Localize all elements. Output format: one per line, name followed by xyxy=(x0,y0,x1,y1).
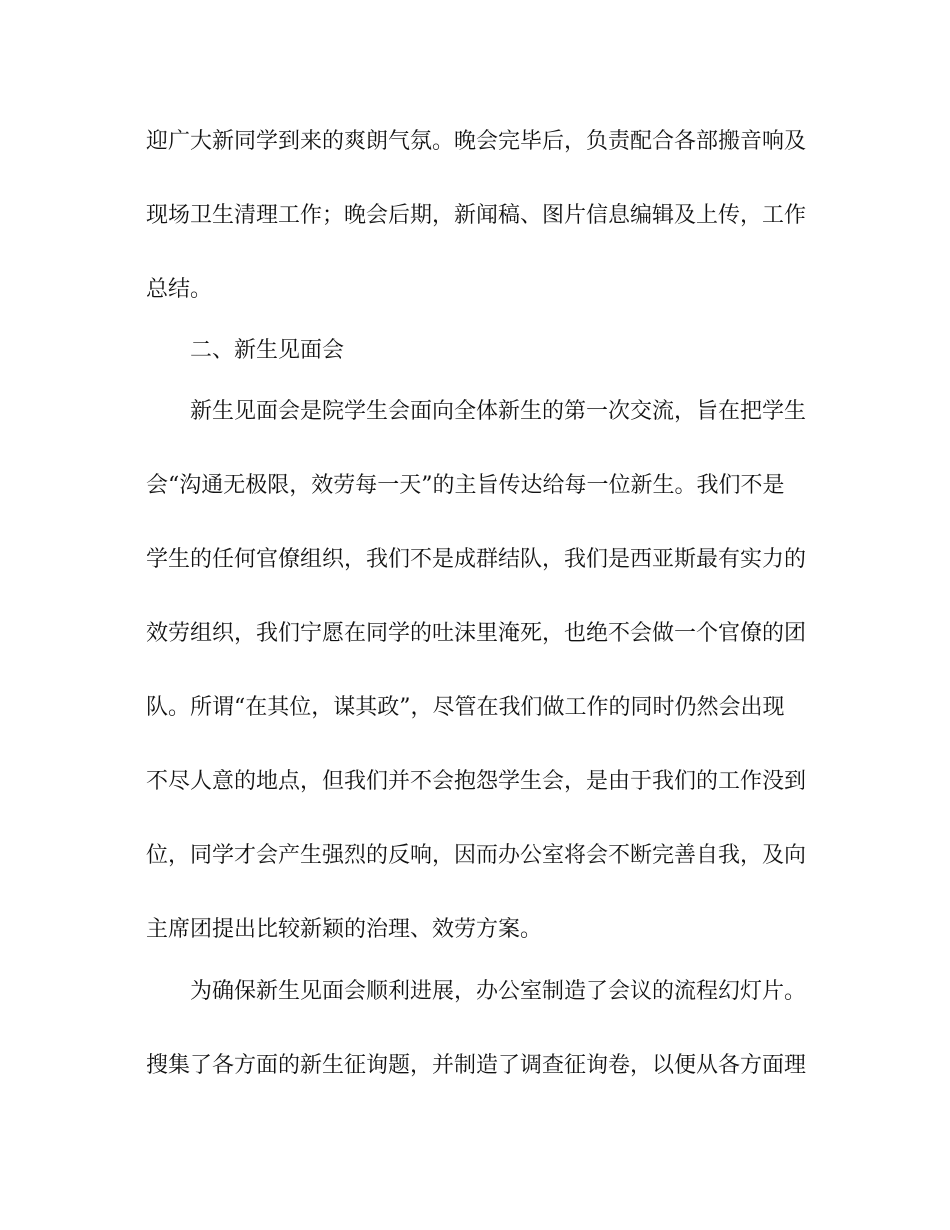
paragraph-line: 为确保新生见面会顺利进展，办公室制造了会议的流程幻灯片。 xyxy=(190,979,807,1004)
paragraph-line: 搜集了各方面的新生征询题，并制造了调查征询卷，以便从各方面理 xyxy=(146,1053,807,1078)
paragraph-line: 不尽人意的地点，但我们并不会抱怨学生会，是由于我们的工作没到 xyxy=(146,769,807,794)
paragraph-line: 主席团提出比较新颖的治理、效劳方案。 xyxy=(146,917,543,942)
paragraph-line: 新生见面会是院学生会面向全体新生的第一次交流，旨在把学生 xyxy=(190,399,807,424)
paragraph-line: 队。所谓“在其位，谋其政”，尽管在我们做工作的同时仍然会出现 xyxy=(146,695,785,720)
paragraph-line: 迎广大新同学到来的爽朗气氛。晚会完毕后，负责配合各部搬音响及 xyxy=(146,129,807,154)
section-heading: 二、新生见面会 xyxy=(190,338,345,363)
paragraph-line: 效劳组织，我们宁愿在同学的吐沫里淹死，也绝不会做一个官僚的团 xyxy=(146,621,807,646)
paragraph-line: 学生的任何官僚组织，我们不是成群结队，我们是西亚斯最有实力的 xyxy=(146,547,807,572)
paragraph-line: 现场卫生清理工作；晚会后期，新闻稿、图片信息编辑及上传，工作 xyxy=(146,203,807,228)
paragraph-line: 总结。 xyxy=(146,277,213,302)
paragraph-line: 位，同学才会产生强烈的反响，因而办公室将会不断完善自我，及向 xyxy=(146,843,807,868)
paragraph-line: 会“沟通无极限，效劳每一天”的主旨传达给每一位新生。我们不是 xyxy=(146,473,785,498)
